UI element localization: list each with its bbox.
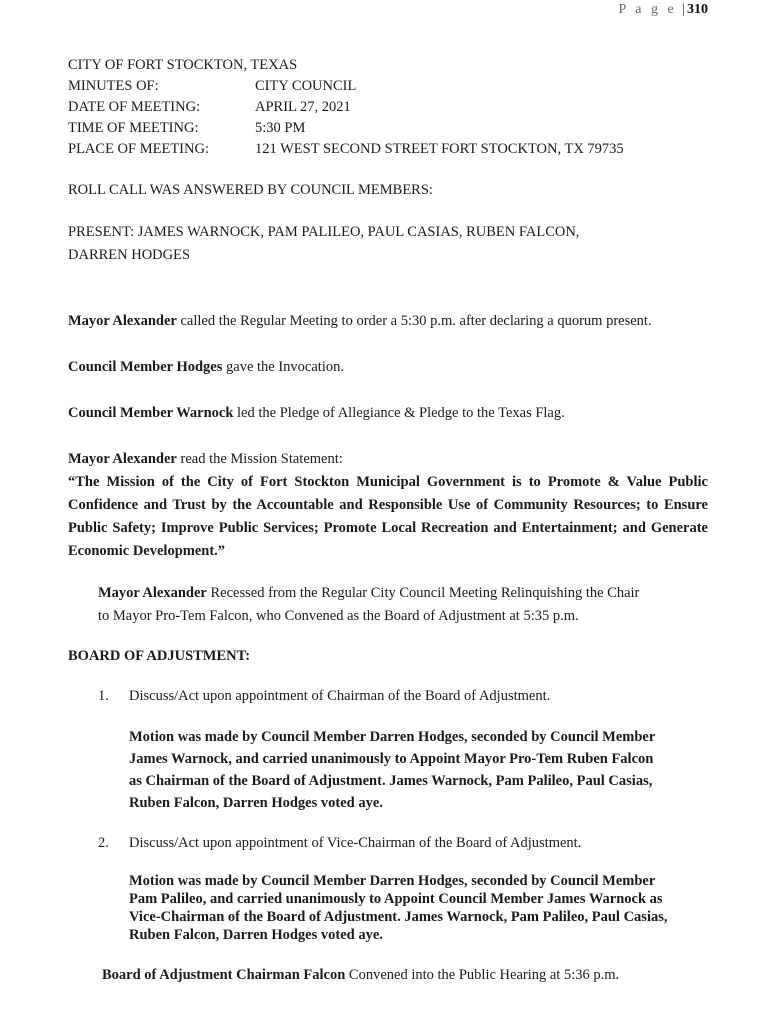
present-members: [68, 221, 708, 267]
header-label: MINUTES OF:: [68, 78, 159, 94]
header-row: [68, 97, 708, 118]
motion-block-2: [129, 872, 689, 944]
motion-line: Ruben Falcon, Darren Hodges voted aye.: [129, 795, 383, 811]
roll-call: ROLL CALL WAS ANSWERED BY COUNCIL MEMBERS:: [68, 182, 433, 198]
header-label: PLACE OF MEETING:: [68, 141, 209, 157]
motion-line: James Warnock, and carried unanimously to Appoint Mayor Pro-Tem Ruben Falcon: [129, 751, 654, 767]
header-row: [68, 139, 708, 160]
city-title: CITY OF FORT STOCKTON, TEXAS: [68, 57, 298, 73]
header-city: [68, 55, 708, 76]
page-number: [618, 0, 708, 20]
paragraph-text: called the Regular Meeting to order a 5:30 p.m. after declaring a quorum present.: [176, 313, 652, 329]
item-number: 2.: [98, 835, 109, 851]
header-block: [68, 55, 708, 160]
header-row: [68, 76, 708, 97]
mission-statement: “The Mission of the City of Fort Stockton Municipal Government is to Promote & Value Public Confidence and Trust by the Accountable and Responsible Use of Community Resources; to Ensure Public Safety; Improve Public Services; Promote Local Recreation and Entertainment; and Generate Economic Development.”: [68, 474, 708, 559]
item-text: Discuss/Act upon appointment of Vice-Chairman of the Board of Adjustment.: [129, 835, 582, 851]
motion-block-1: [129, 726, 689, 814]
speaker-name: Mayor Alexander: [98, 585, 207, 601]
present-line-1: PRESENT: JAMES WARNOCK, PAM PALILEO, PAUL CASIAS, RUBEN FALCON,: [68, 224, 580, 240]
paragraph-text: led the Pledge of Allegiance & Pledge to the Texas Flag.: [233, 405, 565, 421]
minutes-document: [68, 55, 708, 987]
invocation-paragraph: [68, 356, 708, 379]
motion-line: Pam Palileo, and carried unanimously to Appoint Council Member James Warnock as: [129, 891, 663, 907]
closing-paragraph: [102, 964, 708, 987]
recess-line-1: [98, 582, 708, 605]
page-label: P a g e: [618, 2, 677, 17]
header-value: 5:30 PM: [255, 120, 306, 136]
speaker-name: Mayor Alexander: [68, 451, 177, 467]
recess-line-2: to Mayor Pro-Tem Falcon, who Convened as the Board of Adjustment at 5:35 p.m.: [98, 608, 579, 624]
paragraph-text: Recessed from the Regular City Council Meeting Relinquishing the Chair: [206, 585, 640, 601]
header-value: CITY COUNCIL: [255, 78, 357, 94]
paragraph-text: Convened into the Public Hearing at 5:36 p.m.: [345, 967, 620, 983]
board-heading: BOARD OF ADJUSTMENT:: [68, 648, 251, 664]
agenda-item-2: [68, 832, 708, 854]
header-label: DATE OF MEETING:: [68, 99, 201, 115]
speaker-name: Mayor Alexander: [68, 313, 177, 329]
call-to-order-paragraph: [68, 310, 708, 333]
item-text: Discuss/Act upon appointment of Chairman of the Board of Adjustment.: [129, 688, 551, 704]
speaker-name: Council Member Warnock: [68, 405, 234, 421]
motion-line: as Chairman of the Board of Adjustment. James Warnock, Pam Palileo, Paul Casias,: [129, 773, 653, 789]
pledge-paragraph: [68, 402, 708, 425]
motion-line: Motion was made by Council Member Darren Hodges, seconded by Council Member: [129, 873, 656, 889]
header-value: APRIL 27, 2021: [255, 99, 351, 115]
agenda-item-1: [68, 685, 708, 707]
motion-line: Ruben Falcon, Darren Hodges voted aye.: [129, 927, 383, 943]
speaker-name: Council Member Hodges: [68, 359, 223, 375]
motion-line: Motion was made by Council Member Darren Hodges, seconded by Council Member: [129, 729, 656, 745]
item-number: 1.: [98, 688, 109, 704]
header-value: 121 WEST SECOND STREET FORT STOCKTON, TX 79735: [255, 141, 624, 157]
header-label: TIME OF MEETING:: [68, 120, 199, 136]
paragraph-text: gave the Invocation.: [222, 359, 344, 375]
header-row: [68, 118, 708, 139]
speaker-name: Board of Adjustment Chairman Falcon: [102, 967, 346, 983]
recess-paragraph: [98, 582, 708, 628]
present-line-2: DARREN HODGES: [68, 247, 191, 263]
mission-intro-paragraph: [68, 448, 708, 471]
paragraph-text: read the Mission Statement:: [176, 451, 343, 467]
page-number-value: 310: [687, 2, 708, 17]
motion-line: Vice-Chairman of the Board of Adjustment. James Warnock, Pam Palileo, Paul Casias,: [129, 909, 668, 925]
page-separator: |: [682, 2, 685, 17]
